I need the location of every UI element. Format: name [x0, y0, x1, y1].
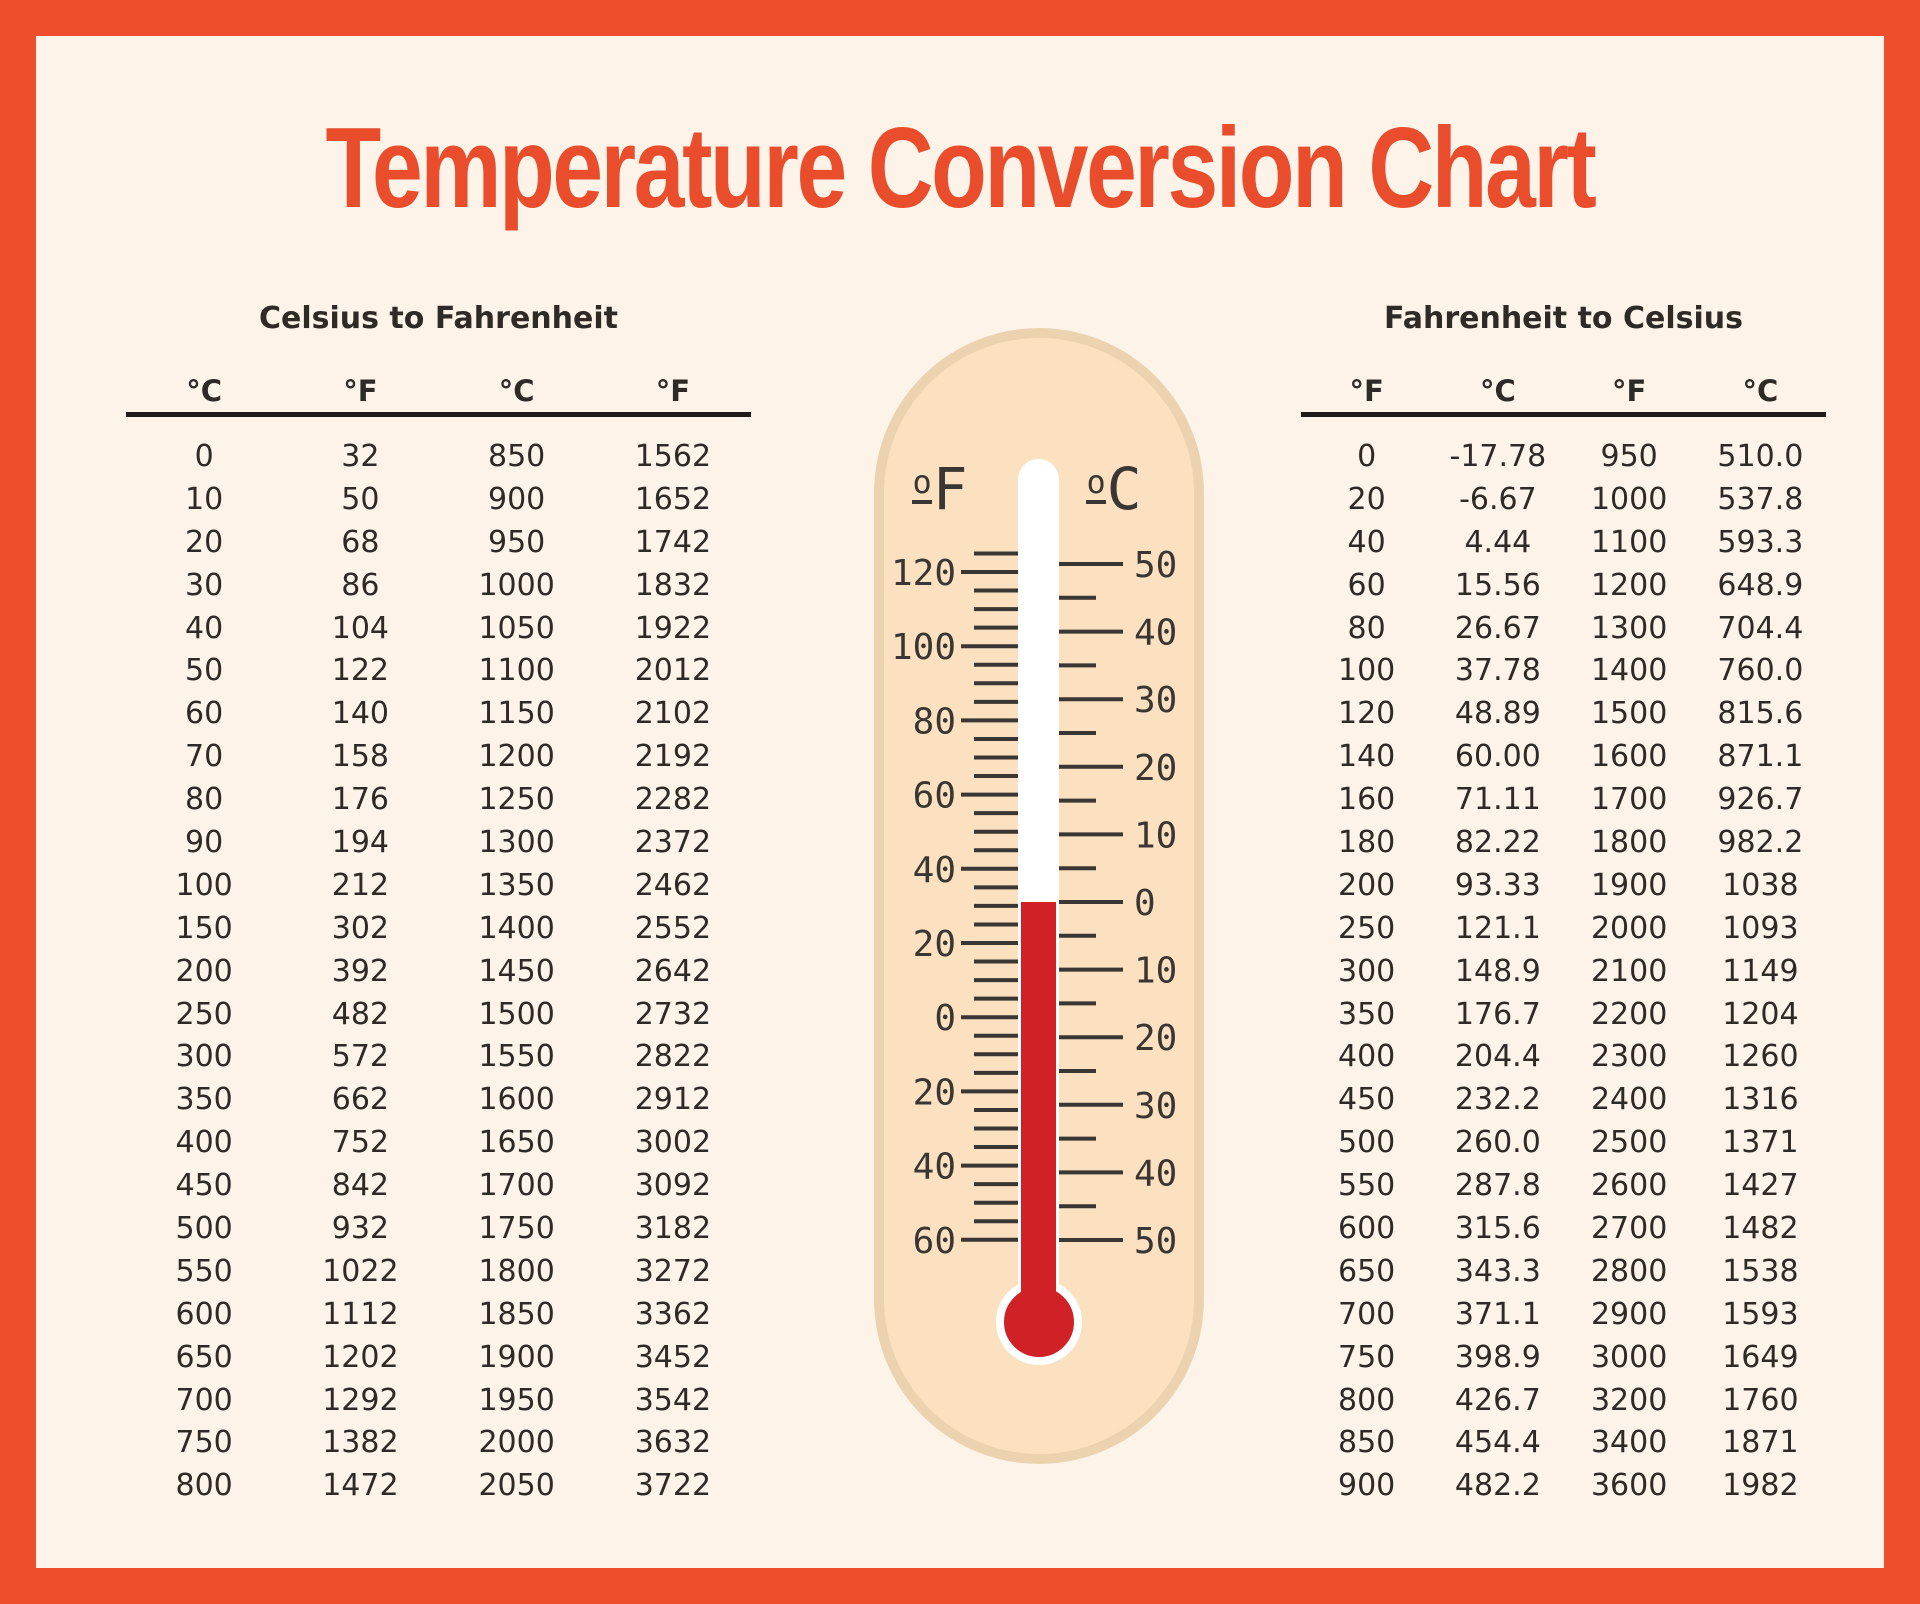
table-cell: 1112 — [322, 1296, 399, 1332]
table-cell: 510.0 — [1717, 438, 1804, 474]
table-row — [126, 692, 751, 735]
table-cell: 194 — [331, 824, 389, 860]
table-cell: 204.4 — [1454, 1039, 1541, 1075]
table-cell: 3362 — [634, 1296, 712, 1332]
table-cell: 2700 — [1590, 1210, 1668, 1246]
header-rule — [126, 412, 751, 417]
degree-ordinal: o — [1086, 467, 1105, 504]
table-row — [1301, 1421, 1826, 1464]
table-cell: 572 — [331, 1039, 389, 1075]
scale-number: 0 — [934, 998, 956, 1040]
table-row — [126, 864, 751, 907]
table-cell: 982.2 — [1717, 824, 1804, 860]
table-cell: -17.78 — [1449, 438, 1547, 474]
table-cell: 2462 — [634, 867, 712, 903]
table-cell: 3632 — [634, 1425, 712, 1461]
table-cell: 93.33 — [1454, 867, 1541, 903]
table-cell: 2200 — [1590, 996, 1668, 1032]
table-cell: 60 — [185, 696, 224, 732]
table-cell: 1292 — [322, 1382, 399, 1418]
scale-number: 20 — [912, 924, 956, 965]
table-cell: 1700 — [478, 1168, 555, 1204]
table-cell: 1900 — [1590, 867, 1668, 903]
scale-number: 0 — [1134, 883, 1156, 924]
table-cell: 2100 — [1590, 953, 1668, 989]
table-cell: 1300 — [478, 824, 555, 860]
table-cell: 15.56 — [1454, 567, 1541, 603]
table-row — [1301, 1164, 1826, 1207]
table-cell: 1204 — [1722, 996, 1799, 1032]
table-cell: 1382 — [322, 1425, 399, 1461]
table-row — [1301, 1078, 1826, 1121]
scale-number: 80 — [912, 701, 956, 743]
table-cell: 100 — [1337, 653, 1396, 689]
table-cell: 900 — [1337, 1468, 1396, 1504]
table-cell: 426.7 — [1454, 1382, 1541, 1418]
table-cell: 2552 — [634, 910, 712, 946]
scale-number: 40 — [912, 849, 956, 891]
table-cell: 60.00 — [1454, 739, 1541, 775]
table-cell: 1562 — [634, 438, 712, 474]
table-cell: 315.6 — [1454, 1210, 1541, 1246]
table-cell: 1742 — [634, 524, 712, 560]
table-cell: 200 — [1337, 867, 1396, 903]
table-cell: 1900 — [478, 1339, 555, 1375]
table-cell: 537.8 — [1717, 481, 1804, 517]
scale-number: 60 — [912, 1220, 956, 1262]
table-cell: 10 — [185, 481, 224, 517]
table-row — [1301, 1464, 1826, 1507]
fahrenheit-letter: F — [932, 455, 968, 523]
table-cell: 1850 — [478, 1296, 555, 1332]
table-cell: 950 — [1600, 438, 1658, 474]
table-cell: 3000 — [1590, 1339, 1668, 1375]
table-row — [126, 521, 751, 564]
table-cell: 0 — [1357, 438, 1377, 474]
scale-number: 10 — [1134, 815, 1178, 857]
table-cell: 1982 — [1722, 1468, 1799, 1504]
table-cell: 300 — [1337, 953, 1396, 989]
column-header: °C — [1479, 374, 1516, 408]
table-cell: 3272 — [634, 1253, 712, 1289]
table-cell: 80 — [185, 782, 224, 818]
table-cell: 1000 — [478, 567, 555, 603]
table-header-row — [126, 374, 751, 408]
scale-number: 40 — [1134, 1153, 1178, 1195]
table-cell: 932 — [331, 1210, 389, 1246]
table-cell: 371.1 — [1454, 1296, 1541, 1332]
table-row — [1301, 778, 1826, 821]
table-row — [126, 1250, 751, 1293]
table-cell: 1050 — [478, 610, 555, 646]
table-cell: 1316 — [1722, 1082, 1799, 1118]
table-row — [126, 649, 751, 692]
table-cell: 1427 — [1722, 1168, 1799, 1204]
table-cell: 2000 — [1590, 910, 1668, 946]
table-cell: 1649 — [1722, 1339, 1799, 1375]
table-cell: 260.0 — [1454, 1125, 1541, 1161]
table-cell: 2102 — [634, 696, 712, 732]
table-cell: 800 — [175, 1468, 233, 1504]
table-cell: 3542 — [634, 1382, 712, 1418]
table-row — [126, 1078, 751, 1121]
scale-number: 10 — [1134, 950, 1178, 992]
table-cell: 750 — [1337, 1339, 1396, 1375]
table-cell: 40 — [1347, 524, 1386, 560]
table-cell: 482 — [331, 996, 389, 1032]
table-cell: 2800 — [1590, 1253, 1668, 1289]
table-cell: 30 — [185, 567, 224, 603]
table-cell: 398.9 — [1454, 1339, 1541, 1375]
table-cell: 150 — [175, 910, 233, 946]
table-cell: 3092 — [634, 1168, 712, 1204]
page-background — [36, 36, 1884, 1568]
table-cell: 1652 — [634, 481, 712, 517]
table-cell: 2050 — [478, 1468, 555, 1504]
table-cell: 1350 — [478, 867, 555, 903]
table-cell: 2192 — [634, 739, 712, 775]
table-cell: 1500 — [1590, 696, 1668, 732]
table-row — [126, 478, 751, 521]
table-cell: 550 — [175, 1253, 233, 1289]
table-row — [126, 907, 751, 950]
table-cell: 104 — [331, 610, 389, 646]
table-cell: 3400 — [1590, 1425, 1668, 1461]
scale-number: 50 — [1134, 1221, 1178, 1262]
table-cell: 2012 — [634, 653, 712, 689]
table-cell: 212 — [331, 867, 389, 903]
table-cell: 1550 — [478, 1039, 555, 1075]
table-cell: 760.0 — [1717, 653, 1804, 689]
table-cell: 704.4 — [1717, 610, 1804, 646]
table-cell: 500 — [1337, 1125, 1396, 1161]
table-cell: 1000 — [1590, 481, 1668, 517]
table-cell: 1800 — [478, 1253, 555, 1289]
table-cell: 1950 — [478, 1382, 555, 1418]
table-row — [126, 1421, 751, 1464]
table-cell: 343.3 — [1454, 1253, 1541, 1289]
table-body — [1301, 435, 1826, 1507]
table-header-row — [1301, 374, 1826, 408]
table-row — [1301, 1121, 1826, 1164]
table-cell: 1100 — [1590, 524, 1668, 560]
table-cell: 1200 — [1590, 567, 1668, 603]
table-title: Celsius to Fahrenheit — [258, 301, 618, 336]
celsius-letter: C — [1106, 455, 1142, 523]
table-cell: 1600 — [1590, 739, 1668, 775]
table-cell: 2822 — [634, 1039, 712, 1075]
table-cell: 600 — [175, 1296, 233, 1332]
table-row — [1301, 649, 1826, 692]
table-cell: 20 — [185, 524, 224, 560]
column-header: °F — [1611, 374, 1647, 408]
table-cell: 176.7 — [1454, 996, 1541, 1032]
table-cell: 148.9 — [1454, 953, 1541, 989]
table-cell: 3002 — [634, 1125, 712, 1161]
table-cell: 871.1 — [1717, 739, 1804, 775]
table-cell: 1200 — [478, 739, 555, 775]
table-cell: 1500 — [478, 996, 555, 1032]
table-cell: 350 — [175, 1082, 233, 1118]
table-row — [126, 950, 751, 993]
table-cell: 302 — [331, 910, 389, 946]
table-cell: 32 — [341, 438, 380, 474]
table-cell: 160 — [1337, 782, 1396, 818]
column-header: °C — [1742, 374, 1779, 408]
table-cell: 300 — [175, 1039, 233, 1075]
table-row — [1301, 564, 1826, 607]
table-row — [126, 993, 751, 1036]
table-row — [126, 1121, 751, 1164]
scale-number: 40 — [912, 1146, 956, 1188]
table-cell: 2912 — [634, 1082, 712, 1118]
table-cell: 26.67 — [1454, 610, 1541, 646]
table-cell: 48.89 — [1454, 696, 1541, 732]
table-cell: 2400 — [1590, 1082, 1668, 1118]
table-cell: 850 — [1337, 1425, 1396, 1461]
column-header: °C — [186, 374, 223, 408]
table-cell: 400 — [1337, 1039, 1396, 1075]
scale-number: 20 — [912, 1072, 956, 1114]
table-cell: 1093 — [1722, 910, 1799, 946]
table-cell: 752 — [331, 1125, 389, 1161]
scale-number: 30 — [1134, 680, 1178, 722]
table-cell: 750 — [175, 1425, 233, 1461]
table-cell: 800 — [1337, 1382, 1396, 1418]
table-cell: 70 — [185, 739, 224, 775]
table-row — [1301, 950, 1826, 993]
table-cell: 120 — [1337, 696, 1396, 732]
table-cell: 2642 — [634, 953, 712, 989]
table-cell: 82.22 — [1454, 824, 1541, 860]
table-cell: 950 — [487, 524, 546, 560]
table-cell: 2000 — [478, 1425, 555, 1461]
table-row — [1301, 864, 1826, 907]
table-cell: 232.2 — [1454, 1082, 1541, 1118]
table-cell: 550 — [1337, 1168, 1396, 1204]
column-header: °F — [1349, 374, 1384, 408]
table-cell: 71.11 — [1454, 782, 1541, 818]
table-cell: 593.3 — [1717, 524, 1804, 560]
table-cell: 926.7 — [1717, 782, 1804, 818]
scale-number: 20 — [1134, 1018, 1178, 1060]
table-row — [126, 821, 751, 864]
table-cell: 700 — [175, 1382, 233, 1418]
table-cell: 2600 — [1590, 1168, 1668, 1204]
table-cell: 1871 — [1722, 1425, 1799, 1461]
column-header: °C — [498, 374, 535, 408]
table-cell: 1750 — [478, 1210, 555, 1246]
table-row — [126, 435, 751, 478]
table-cell: 1371 — [1722, 1125, 1799, 1161]
table-cell: 86 — [341, 567, 380, 603]
table-row — [126, 1164, 751, 1207]
table-row — [1301, 478, 1826, 521]
table-cell: 140 — [331, 696, 389, 732]
table-cell: 3200 — [1590, 1382, 1668, 1418]
degree-ordinal: o — [912, 467, 931, 504]
scale-number: 50 — [1134, 545, 1178, 586]
page-title: Temperature Conversion Chart — [325, 105, 1595, 232]
table-cell: 2500 — [1590, 1125, 1668, 1161]
table-row — [1301, 821, 1826, 864]
table-cell: 2300 — [1590, 1039, 1668, 1075]
table-row — [126, 1464, 751, 1507]
table-cell: 140 — [1337, 739, 1396, 775]
table-cell: 1538 — [1722, 1253, 1799, 1289]
table-cell: 1800 — [1590, 824, 1668, 860]
table-cell: 158 — [331, 739, 389, 775]
table-cell: 1650 — [478, 1125, 555, 1161]
table-cell: 3182 — [634, 1210, 712, 1246]
table-cell: 1250 — [478, 782, 555, 818]
table-cell: 2900 — [1590, 1296, 1668, 1332]
table-cell: 482.2 — [1454, 1468, 1541, 1504]
scale-number: 20 — [1134, 747, 1178, 789]
table-cell: 1472 — [322, 1468, 399, 1504]
table-row — [126, 778, 751, 821]
table-row — [1301, 1293, 1826, 1336]
table-row — [126, 1035, 751, 1078]
column-header: °F — [343, 374, 378, 408]
table-cell: 250 — [175, 996, 233, 1032]
table-row — [126, 607, 751, 650]
table-cell: 50 — [185, 653, 224, 689]
table-cell: 1038 — [1722, 867, 1799, 903]
table-cell: 100 — [175, 867, 233, 903]
scale-number: 100 — [890, 627, 956, 669]
table-row — [1301, 735, 1826, 778]
table-cell: 1202 — [322, 1339, 399, 1375]
table-cell: 650 — [1337, 1253, 1396, 1289]
table-cell: 3600 — [1590, 1468, 1668, 1504]
table-cell: 121.1 — [1454, 910, 1541, 946]
table-cell: 1400 — [1590, 653, 1668, 689]
table-cell: 1450 — [478, 953, 555, 989]
table-cell: 200 — [175, 953, 233, 989]
thermometer-diagram — [874, 328, 1204, 1464]
table-cell: 450 — [175, 1168, 233, 1204]
table-cell: 700 — [1337, 1296, 1396, 1332]
table-cell: 80 — [1347, 610, 1386, 646]
table-row — [1301, 907, 1826, 950]
table-cell: 648.9 — [1717, 567, 1804, 603]
table-row — [1301, 1207, 1826, 1250]
table-cell: 4.44 — [1464, 524, 1532, 560]
table-cell: 250 — [1337, 910, 1396, 946]
table-cell: 1482 — [1722, 1210, 1799, 1246]
table-row — [1301, 692, 1826, 735]
table-row — [126, 1207, 751, 1250]
table-cell: 60 — [1347, 567, 1386, 603]
table-cell: 20 — [1347, 481, 1386, 517]
table-cell: 1593 — [1722, 1296, 1799, 1332]
table-row — [126, 1379, 751, 1422]
table-cell: 1832 — [634, 567, 712, 603]
table-cell: 1600 — [478, 1082, 555, 1118]
table-cell: 500 — [175, 1210, 233, 1246]
table-cell: 2372 — [634, 824, 712, 860]
table-body — [126, 435, 751, 1507]
table-cell: 1300 — [1590, 610, 1668, 646]
table-row — [126, 735, 751, 778]
table-cell: 454.4 — [1454, 1425, 1541, 1461]
table-cell: 3452 — [634, 1339, 712, 1375]
table-cell: 450 — [1337, 1082, 1396, 1118]
thermometer-scale — [874, 328, 1204, 1464]
table-cell: 1700 — [1590, 782, 1668, 818]
table-cell: 1150 — [478, 696, 555, 732]
table-row — [1301, 1250, 1826, 1293]
table-cell: 600 — [1337, 1210, 1396, 1246]
scale-number: 30 — [1134, 1085, 1178, 1127]
table-cell: 40 — [185, 610, 224, 646]
table-cell: 122 — [331, 653, 389, 689]
table-cell: 3722 — [634, 1468, 712, 1504]
table-row — [126, 1336, 751, 1379]
table-cell: 850 — [487, 438, 546, 474]
table-row — [126, 1293, 751, 1336]
table-cell: 350 — [1337, 996, 1396, 1032]
table-cell: 1022 — [322, 1253, 399, 1289]
scale-number: 120 — [890, 553, 956, 594]
table-cell: 662 — [331, 1082, 389, 1118]
table-row — [1301, 1379, 1826, 1422]
table-cell: 2732 — [634, 996, 712, 1032]
table-row — [1301, 1035, 1826, 1078]
table-cell: 1149 — [1722, 953, 1799, 989]
table-cell: 37.78 — [1454, 653, 1541, 689]
table-row — [1301, 521, 1826, 564]
header-rule — [1301, 412, 1826, 417]
table-cell: 1260 — [1722, 1039, 1799, 1075]
table-row — [1301, 993, 1826, 1036]
table-cell: 1922 — [634, 610, 712, 646]
column-header: °F — [655, 374, 691, 408]
scale-number: 60 — [912, 775, 956, 817]
table-cell: 0 — [194, 438, 214, 474]
table-title: Fahrenheit to Celsius — [1383, 301, 1743, 336]
table-cell: 176 — [331, 782, 389, 818]
table-cell: 90 — [185, 824, 224, 860]
table-cell: -6.67 — [1459, 481, 1537, 517]
table-cell: 842 — [331, 1168, 389, 1204]
table-cell: 180 — [1337, 824, 1396, 860]
table-cell: 392 — [331, 953, 389, 989]
table-row — [1301, 1336, 1826, 1379]
table-cell: 2282 — [634, 782, 712, 818]
table-cell: 1400 — [478, 910, 555, 946]
table-row — [1301, 435, 1826, 478]
table-cell: 287.8 — [1454, 1168, 1541, 1204]
table-cell: 68 — [341, 524, 380, 560]
table-cell: 1760 — [1722, 1382, 1799, 1418]
table-cell: 1100 — [478, 653, 555, 689]
table-cell: 50 — [341, 481, 380, 517]
table-cell: 650 — [175, 1339, 233, 1375]
table-row — [126, 564, 751, 607]
table-cell: 815.6 — [1717, 696, 1804, 732]
table-cell: 400 — [175, 1125, 233, 1161]
scale-number: 40 — [1134, 612, 1178, 654]
table-cell: 900 — [487, 481, 546, 517]
table-row — [1301, 607, 1826, 650]
